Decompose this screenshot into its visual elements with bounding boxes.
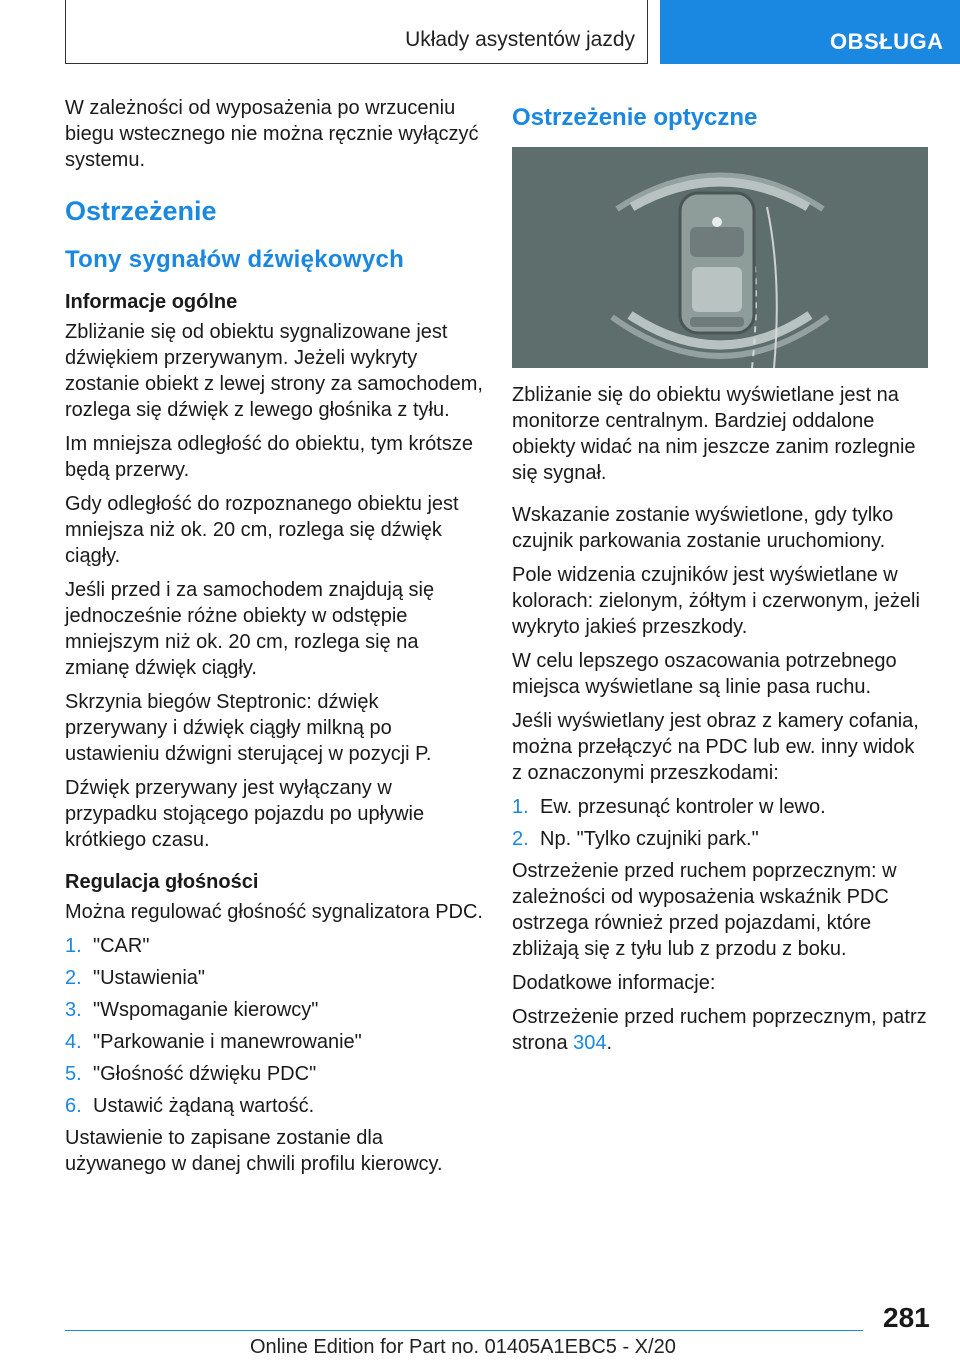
see-also-text: Ostrzeżenie przed ruchem poprzecznym, patrz strona	[512, 1006, 927, 1054]
header-box	[65, 0, 648, 64]
list-text: "Parkowanie i manewrowanie"	[93, 1031, 362, 1053]
list-item	[65, 1093, 485, 1119]
list-number: 4.	[65, 1031, 82, 1053]
paragraph: Wskazanie zostanie wyświetlone, gdy tylko czujnik parkowania zostanie uruchomiony.	[512, 504, 894, 552]
right-column	[512, 95, 928, 1064]
heading-ostrzezenie: Ostrzeżenie	[65, 196, 217, 226]
paragraph: Jeśli przed i za samochodem znajdują się jednocześnie różne obiekty w odstępie mniejszym niż ok. 20 cm, rozlega się na zmianę dźwięk ciągły.	[65, 579, 435, 679]
page-link[interactable]: 304	[573, 1032, 607, 1054]
heading-optical-warning: Ostrzeżenie optyczne	[512, 104, 758, 131]
edition-footer: Online Edition for Part no. 01405A1EBC5 - X/20	[250, 1336, 676, 1358]
list-number: 1.	[65, 935, 82, 957]
list-item	[65, 1029, 485, 1055]
paragraph: Jeśli wyświetlany jest obraz z kamery cofania, można przełączyć na PDC lub ew. inny widok z oznaczonymi przeszkodami:	[512, 710, 919, 784]
section-title: Układy asystentów jazdy	[405, 28, 635, 51]
paragraph: Gdy odległość do rozpoznanego obiektu jest mniejsza niż ok. 20 cm, rozlega się dźwięk ciągły.	[65, 493, 459, 567]
paragraph: Zbliżanie się od obiektu sygnalizowane jest dźwiękiem przerywanym. Jeżeli wykryty zostanie obiekt z lewej strony za samochodem, rozlega się dźwięk z lewego głośnika z tyłu.	[65, 321, 483, 421]
list-number: 1.	[512, 796, 529, 818]
view-steps	[512, 794, 928, 852]
chapter-tab[interactable]: OBSŁUGA	[660, 0, 960, 64]
list-text: "Wspomaganie kierowcy"	[93, 999, 319, 1021]
heading-general: Informacje ogólne	[65, 291, 238, 313]
page-number: 281	[883, 1302, 930, 1333]
pdc-display-figure	[512, 147, 928, 368]
list-item	[512, 826, 928, 852]
figure-caption: Zbliżanie się do obiektu wyświetlane jest na monitorze centralnym. Bardziej oddalone obiekty widać na nim jeszcze zanim rozlegnie się sygnał.	[512, 384, 916, 484]
list-text: "CAR"	[93, 935, 150, 957]
list-text: Np. "Tylko czujniki park."	[540, 828, 759, 850]
heading-tones: Tony sygnałów dźwiękowych	[65, 246, 405, 273]
list-text: Ew. przesunąć kontroler w lewo.	[540, 796, 826, 818]
list-item	[65, 997, 485, 1023]
see-also-suffix: .	[606, 1032, 613, 1054]
footer-divider	[65, 1330, 863, 1331]
list-item	[65, 933, 485, 959]
list-number: 2.	[65, 967, 82, 989]
closing-paragraph: Ustawienie to zapisane zostanie dla używanego w danej chwili profilu kierowcy.	[65, 1127, 443, 1175]
paragraph: Dźwięk przerywany jest wyłączany w przypadku stojącego pojazdu po upływie krótkiego czasu.	[65, 777, 425, 851]
list-item	[65, 1061, 485, 1087]
volume-steps	[65, 933, 485, 1119]
left-column	[65, 95, 485, 1185]
heading-volume: Regulacja głośności	[65, 871, 259, 893]
intro-paragraph: W zależności od wyposażenia po wrzuceniu biegu wstecznego nie można ręcznie wyłączyć systemu.	[65, 97, 479, 171]
paragraph: W celu lepszego oszacowania potrzebnego miejsca wyświetlane są linie pasa ruchu.	[512, 650, 897, 698]
cross-traffic-paragraph: Ostrzeżenie przed ruchem poprzecznym: w zależności od wyposażenia wskaźnik PDC ostrzega również przed pojazdami, które zbliżają się z tyłu lub z przodu z boku.	[512, 860, 897, 960]
list-item	[65, 965, 485, 991]
see-also-paragraph	[512, 1004, 928, 1056]
list-number: 6.	[65, 1095, 82, 1117]
additional-info-label: Dodatkowe informacje:	[512, 972, 716, 994]
paragraph: Im mniejsza odległość do obiektu, tym krótsze będą przerwy.	[65, 433, 473, 481]
list-number: 2.	[512, 828, 529, 850]
list-text: Ustawić żądaną wartość.	[93, 1095, 315, 1117]
volume-text: Można regulować głośność sygnalizatora PDC.	[65, 901, 483, 923]
list-text: "Ustawienia"	[93, 967, 206, 989]
paragraph: Skrzynia biegów Steptronic: dźwięk przerywany i dźwięk ciągły milkną po ustawieniu dźwigni sterującej w pozycji P.	[65, 691, 432, 765]
list-number: 5.	[65, 1063, 82, 1085]
paragraph: Pole widzenia czujników jest wyświetlane w kolorach: zielonym, żółtym i czerwonym, jeżeli wykryto jakieś przeszkody.	[512, 564, 920, 638]
list-number: 3.	[65, 999, 82, 1021]
list-text: "Głośność dźwięku PDC"	[93, 1063, 317, 1085]
list-item	[512, 794, 928, 820]
